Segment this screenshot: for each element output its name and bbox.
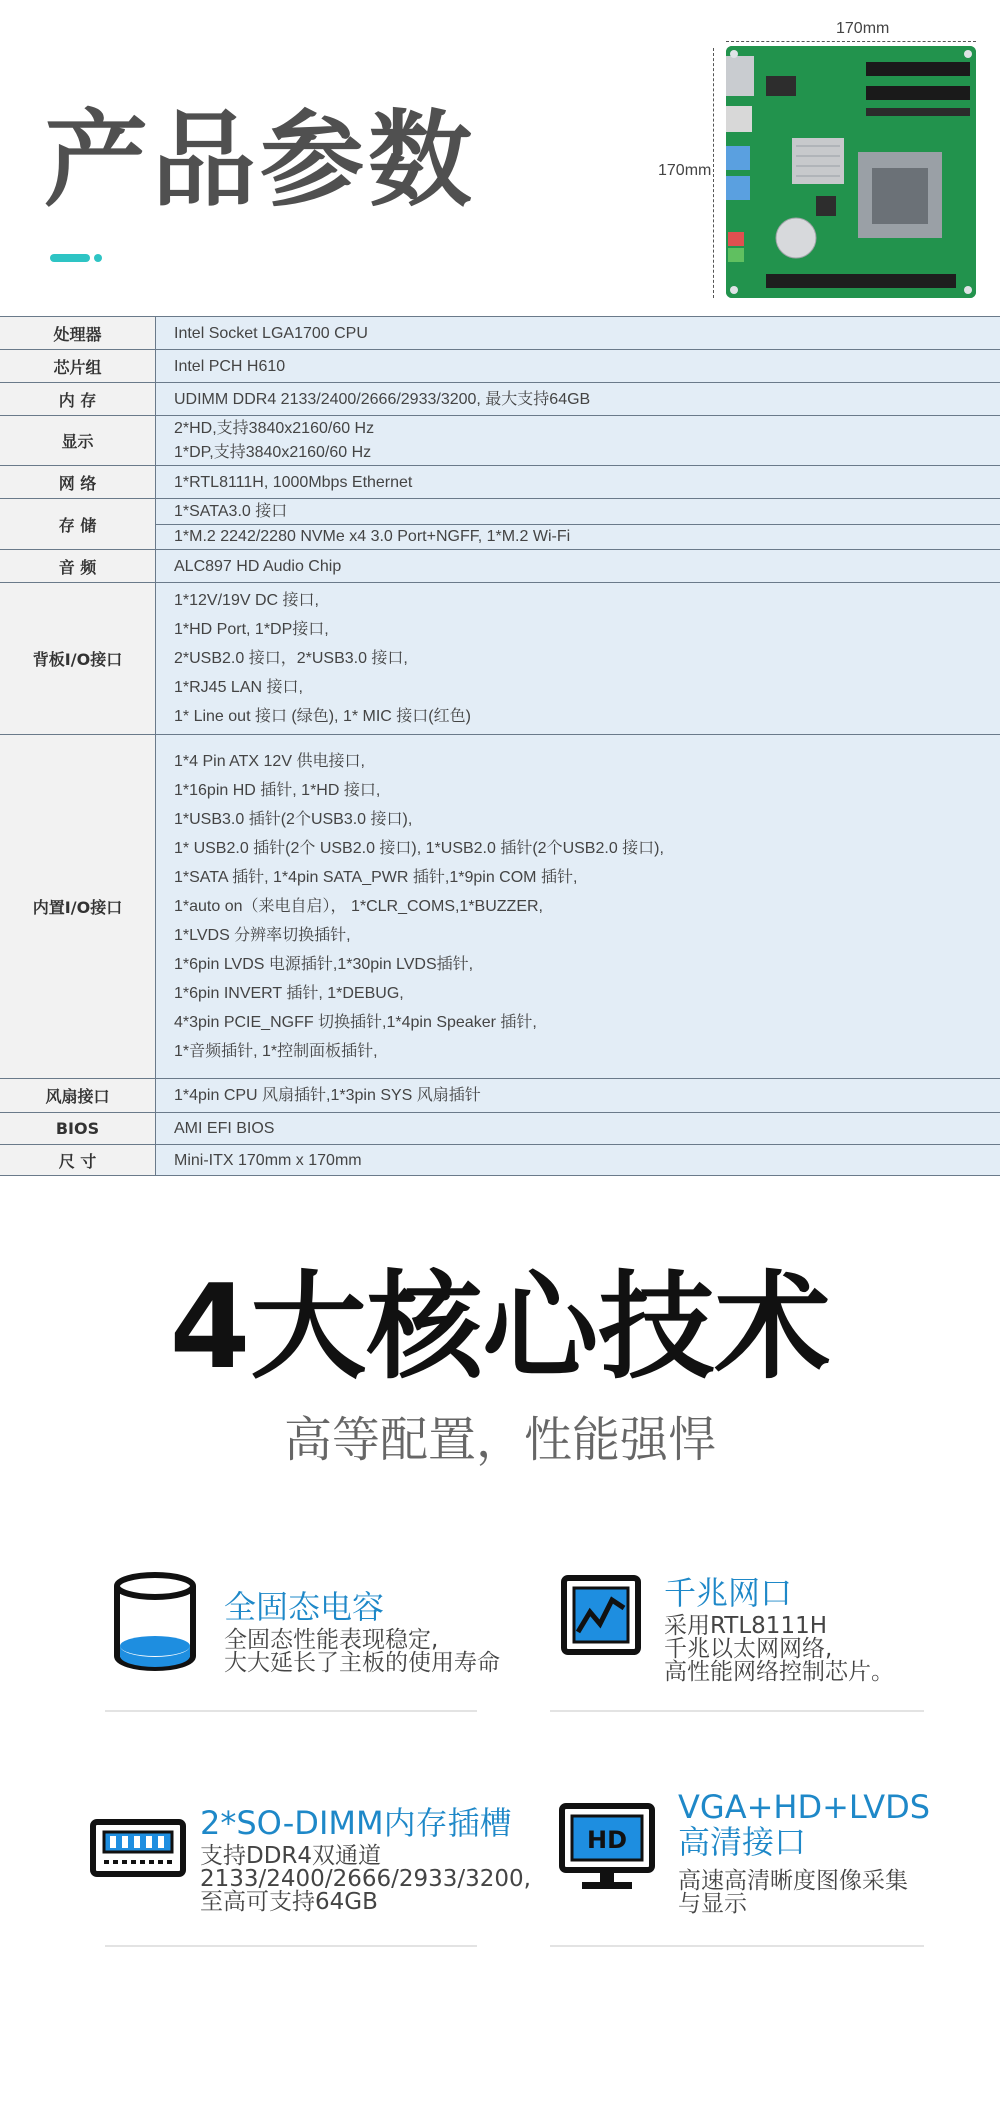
spec-value: 1*4pin CPU 风扇插针,1*3pin SYS 风扇插针: [156, 1079, 1000, 1112]
feature-title: 全固态电容: [224, 1588, 385, 1626]
core-tech-title: 4大核心技术: [169, 1260, 831, 1395]
spec-label: 内置I/O接口: [0, 735, 156, 1078]
spec-row-rear-io: [0, 583, 1000, 735]
spec-row-network: [0, 466, 1000, 499]
page-title: 产品参数: [44, 99, 477, 221]
spec-value: 1*4 Pin ATX 12V 供电接口, 1*16pin HD 插针, 1*HD 接口, 1*USB3.0 插针(2个USB3.0 接口), 1* USB2.0 插针(2个 USB2.0 接口), 1*USB2.0 插针(2个USB2.0 接口), 1*SATA 插针, 1*4pin SATA_PWR 插针,1*9pin COM 插针, 1*auto on（来电自启）， 1*CLR_COMS,1*BUZZER, 1*LVDS 分辨率切换插针, 1*6pin LVDS 电源插针,1*30pin LVDS插针, 1*6pin INVERT 插针, 1*DEBUG, 4*3pin PCIE_NGFF 切换插针,1*4pin Speaker 插针, 1*音频插针, 1*控制面板插针,: [156, 735, 1000, 1078]
spec-label: 网 络: [0, 466, 156, 498]
spec-label: 处理器: [0, 317, 156, 349]
feature-memory: [200, 1804, 531, 1916]
spec-value: 1*RTL8111H, 1000Mbps Ethernet: [156, 466, 1000, 498]
spec-value: Intel PCH H610: [156, 350, 1000, 382]
spec-label: 风扇接口: [0, 1079, 156, 1112]
height-dimension-line: [713, 48, 714, 298]
feature-capacitor: [224, 1590, 544, 1675]
spec-label: 显示: [0, 416, 156, 465]
spec-label: 音 频: [0, 550, 156, 582]
spec-label: 存 储: [0, 499, 156, 549]
spec-row-bios: [0, 1113, 1000, 1145]
core-tech-subtitle: 高等配置，性能强悍: [283, 1412, 716, 1468]
spec-label: BIOS: [0, 1113, 156, 1144]
feature-divider: [550, 1945, 924, 1947]
spec-value: 1*SATA3.0 接口 1*M.2 2242/2280 NVMe x4 3.0 Port+NGFF, 1*M.2 Wi-Fi: [156, 499, 1000, 549]
spec-row-memory: [0, 383, 1000, 416]
feature-divider: [550, 1710, 924, 1712]
spec-table: [0, 316, 1000, 1176]
feature-divider: [105, 1945, 477, 1947]
feature-title: VGA+HD+LVDS 高清接口: [678, 1788, 931, 1862]
capacitor-icon: [112, 1572, 198, 1676]
spec-label: 尺 寸: [0, 1145, 156, 1175]
spec-label: 内 存: [0, 383, 156, 415]
spec-value: ALC897 HD Audio Chip: [156, 550, 1000, 582]
feature-title: 2*SO-DIMM内存插槽: [200, 1804, 512, 1842]
feature-description: 采用RTL8111H 千兆以太网网络, 高性能网络控制芯片。: [664, 1613, 894, 1686]
spec-value: Mini-ITX 170mm x 170mm: [156, 1145, 1000, 1175]
spec-value: Intel Socket LGA1700 CPU: [156, 317, 1000, 349]
spec-row-display: [0, 416, 1000, 466]
width-dimension-line: [726, 41, 976, 42]
spec-row-audio: [0, 550, 1000, 583]
hd-monitor-icon: [558, 1802, 656, 1898]
spec-value: AMI EFI BIOS: [156, 1113, 1000, 1144]
network-chart-icon: [560, 1574, 642, 1662]
svg-text:HD: HD: [586, 1826, 628, 1854]
feature-description: 全固态性能表现稳定, 大大延长了主板的使用寿命: [224, 1627, 500, 1677]
spec-row-internal-io: [0, 735, 1000, 1079]
feature-divider: [105, 1710, 477, 1712]
spec-row-chipset: [0, 350, 1000, 383]
feature-description: 高速高清晰度图像采集 与显示: [678, 1868, 908, 1918]
feature-hd: [678, 1790, 988, 1916]
spec-value: 1*12V/19V DC 接口, 1*HD Port, 1*DP接口, 2*USB2.0 接口，2*USB3.0 接口, 1*RJ45 LAN 接口, 1* Line out 接口 (绿色), 1* MIC 接口(红色): [156, 583, 1000, 734]
title-accent-bar: [50, 254, 90, 262]
spec-row-storage: [0, 499, 1000, 550]
spec-row-fan: [0, 1079, 1000, 1113]
feature-network: [664, 1576, 984, 1684]
spec-label: 芯片组: [0, 350, 156, 382]
spec-row-cpu: [0, 317, 1000, 350]
spec-label: 背板I/O接口: [0, 583, 156, 734]
memory-module-icon: [90, 1818, 186, 1886]
spec-row-size: [0, 1145, 1000, 1176]
feature-title: 千兆网口: [664, 1574, 793, 1612]
spec-value: 2*HD,支持3840x2160/60 Hz 1*DP,支持3840x2160/60 Hz: [156, 416, 1000, 465]
motherboard-image: [726, 46, 976, 298]
spec-value: UDIMM DDR4 2133/2400/2666/2933/3200, 最大支持64GB: [156, 383, 1000, 415]
board-height-label: 170mm: [658, 162, 712, 179]
title-accent-dot: [94, 254, 102, 262]
feature-description: 支持DDR4双通道 2133/2400/2666/2933/3200, 至高可支持64GB: [200, 1843, 531, 1916]
board-width-label: 170mm: [836, 20, 890, 37]
